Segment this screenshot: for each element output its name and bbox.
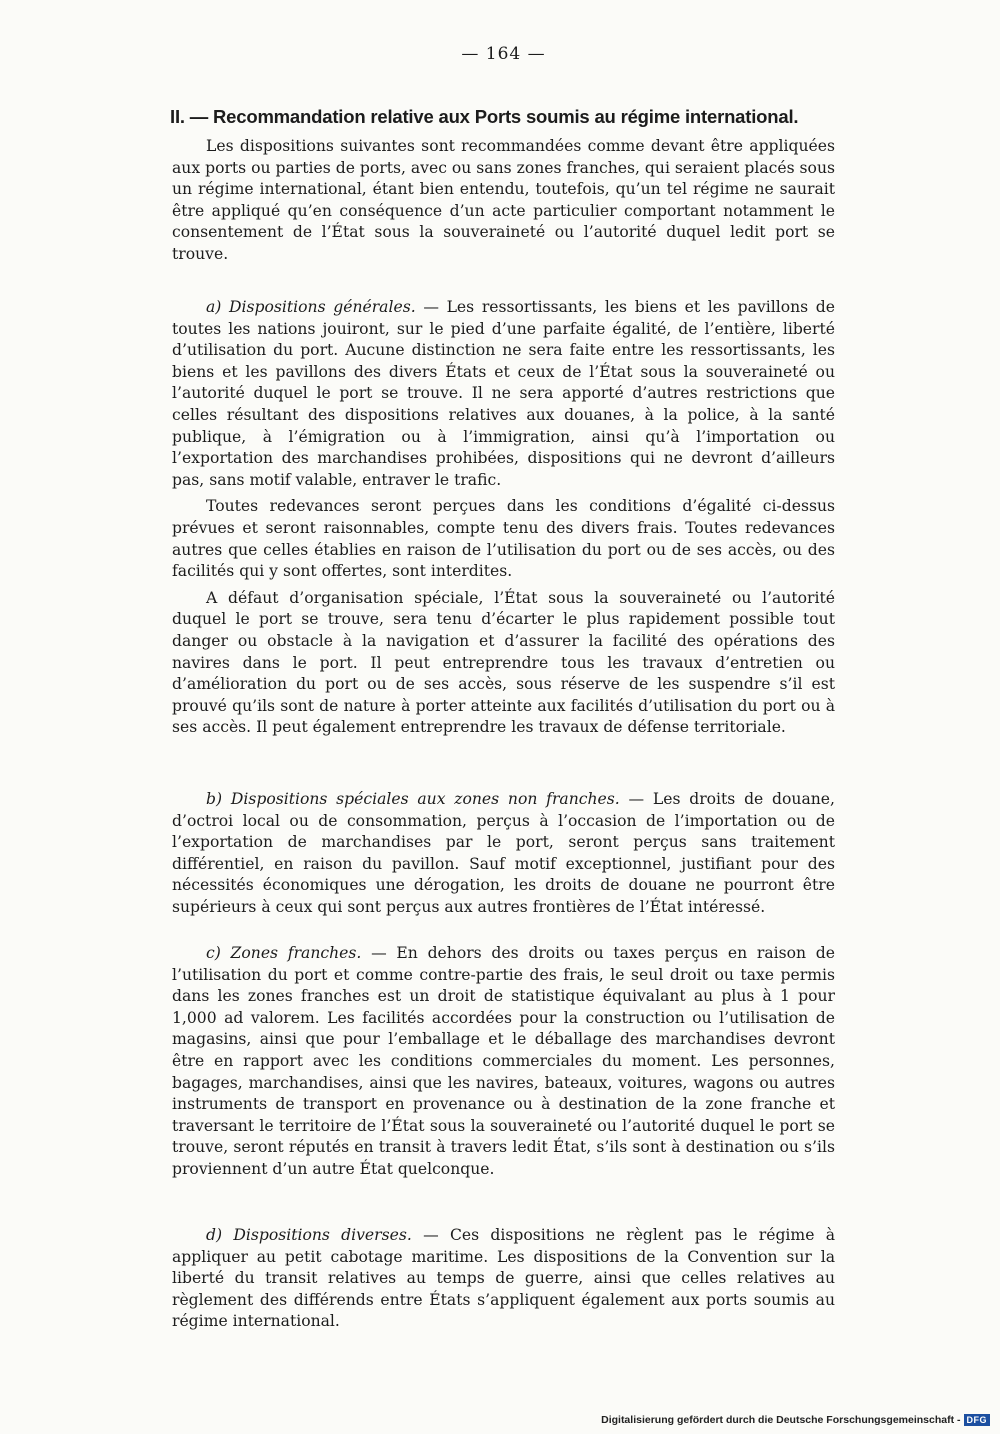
section-b-lead: b) Dispositions spéciales aux zones non franches.: [206, 790, 620, 808]
section-heading: II. — Recommandation relative aux Ports soumis au régime international.: [170, 106, 799, 127]
digitization-footer: [601, 1414, 990, 1426]
document-page: [172, 0, 835, 1434]
section-a-paragraph-3: A défaut d’organisation spéciale, l’État sous la souveraineté ou l’autorité duquel le port se trouve, sera tenu d’écarter le plus rapidement possible tout danger ou obstacle à la navigation et d’assurer la facilité des opérations des navires dans le port. Il peut entreprendre tous les travaux d’entretien ou d’amélioration du port ou de ses accès, sous réserve de les suspendre s’il est prouvé qu’ils sont de nature à porter atteinte aux facilités d’utilisation du port ou à ses accès. Il peut également entreprendre les travaux de défense territoriale.: [172, 588, 835, 737]
section-c-text-1: — En dehors des droits ou taxes perçus en raison de l’utilisation du port et comme contre-partie des frais, le seul droit ou taxe permis dans les zones franches est un droit de statistique équivalant au plus à 1 pour 1,000 ad valorem. Les facilités accordées pour la construction ou l’utilisation de magasins, ainsi que pour l’emballage et le déballage des marchandises devront être en rapport avec les conditions commerciales du moment. Les personnes, bagages, marchandises, ainsi que les navires, bateaux, voitures, wagons ou autres instruments de transport en provenance ou à destination de la zone franche et traversant le territoire de l’État sous la souveraineté ou l’autorité duquel le port se trouve, seront réputés en transit à travers ledit État, s’ils sont à destination ou s’ils proviennent d’un autre État quelconque.: [172, 944, 835, 1178]
footer-credit-text: Digitalisierung gefördert durch die Deutsche Forschungsgemeinschaft -: [601, 1414, 961, 1426]
section-a-lead: a) Dispositions générales.: [206, 298, 416, 316]
dfg-logo: DFG: [964, 1414, 991, 1426]
section-c-paragraph-1: [172, 943, 835, 1181]
page-number: — 164 —: [461, 44, 546, 64]
section-c-lead: c) Zones franches.: [206, 944, 362, 962]
section-c: [172, 943, 835, 1181]
section-a-paragraph-1: [172, 297, 835, 491]
section-d-paragraph-1: [172, 1225, 835, 1333]
intro-paragraph: Les dispositions suivantes sont recommandées comme devant être appliquées aux ports ou parties de ports, avec ou sans zones franches, qui seraient placés sous un régime international, étant bien entendu, toutefois, qu’un tel régime ne saurait être appliqué qu’en conséquence d’un acte particulier comportant notamment le consentement de l’État sous la souveraineté ou l’autorité duquel ledit port se trouve.: [172, 137, 835, 263]
section-d-lead: d) Dispositions diverses.: [206, 1226, 412, 1244]
section-b-paragraph-1: [172, 789, 835, 919]
section-a-text-1: — Les ressortissants, les biens et les pavillons de toutes les nations jouiront, sur le pied d’une parfaite égalité, de l’entière, liberté d’utilisation du port. Aucune distinction ne sera faite entre les ressortissants, les biens et les pavillons des divers États et ceux de l’État sous la souveraineté ou l’autorité duquel le port se trouve. Il ne sera apporté d’autres restrictions que celles résultant des dispositions relatives aux douanes, à la police, à la santé publique, à l’émigration ou à l’immigration, ainsi qu’à l’importation ou l’exportation des marchandises prohibées, dispositions qui ne devront d’ailleurs pas, sans motif valable, entraver le trafic.: [172, 298, 835, 489]
section-a-paragraph-2: Toutes redevances seront perçues dans les conditions d’égalité ci-dessus prévues et seront raisonnables, compte tenu des divers frais. Toutes redevances autres que celles établies en raison de l’utilisation du port ou de ses accès, ou des facilités qui y sont offertes, sont interdites.: [172, 497, 835, 581]
section-b-text-1: — Les droits de douane, d’octroi local ou de consommation, perçus à l’occasion de l’importation ou de l’exportation de marchandises par le port, seront perçus sans traitement différentiel, en raison du pavillon. Sauf motif exceptionnel, justifiant pour des nécessités économiques une dérogation, les droits de douane ne pourront être supérieurs à ceux qui sont perçus aux autres frontières de l’État intéressé.: [172, 790, 835, 916]
section-b: [172, 789, 835, 919]
section-a: [172, 297, 835, 739]
section-d-text-1: — Ces dispositions ne règlent pas le régime à appliquer au petit cabotage maritime. Les dispositions de la Convention sur la liberté du transit relatives au temps de guerre, ainsi que celles relatives au règlement des différends entre États s’appliquent également aux ports soumis au régime international.: [172, 1226, 835, 1331]
section-d: [172, 1225, 835, 1333]
intro-block: [172, 136, 835, 266]
